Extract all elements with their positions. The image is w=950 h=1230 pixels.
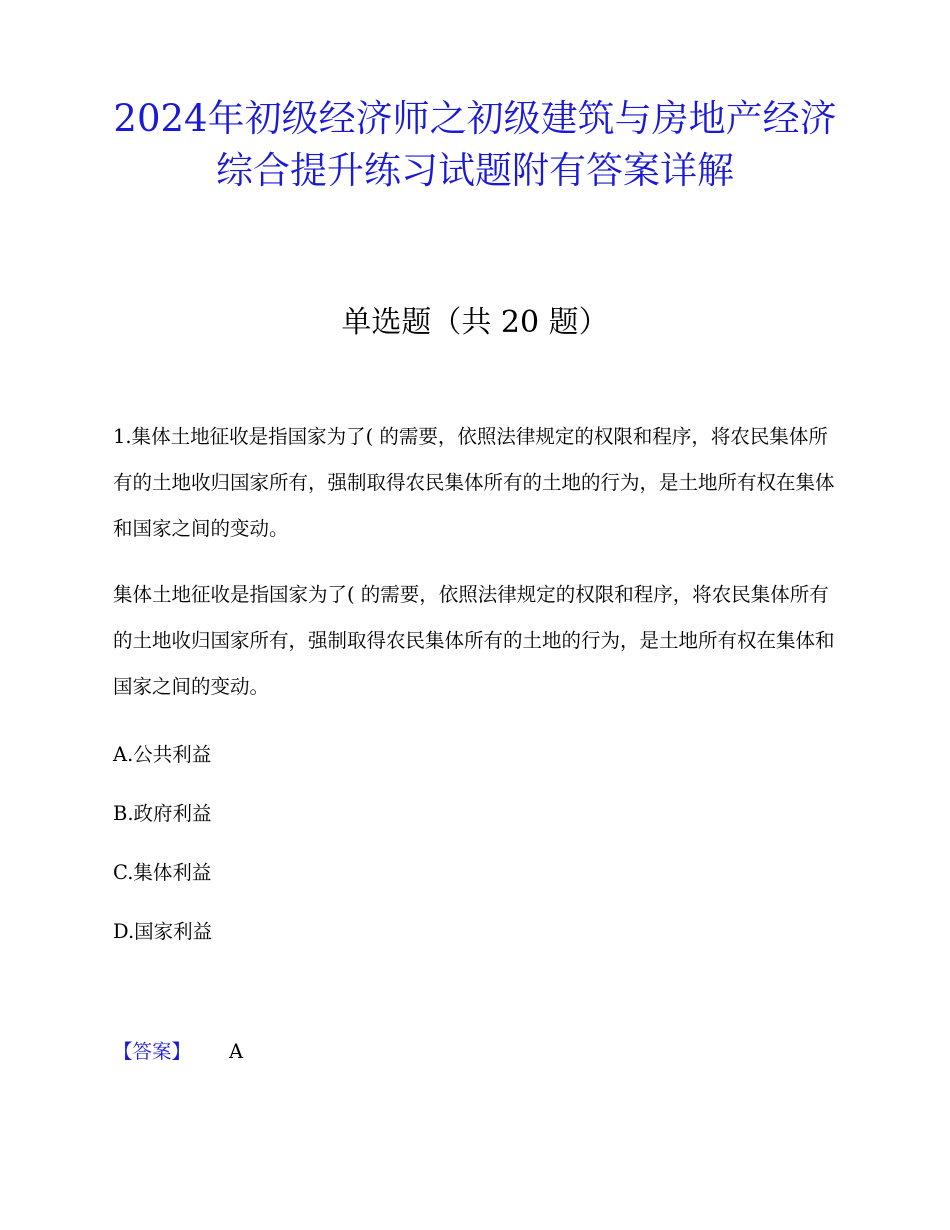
option-d: D.国家利益	[113, 920, 213, 943]
answer-label: 【答案】	[113, 1040, 192, 1063]
option-a: A.公共利益	[113, 743, 212, 766]
question-text-repeat: 集体土地征收是指国家为了( 的需要，依照法律规定的权限和程序，将农民集体所有的土地收归国家所有，强制取得农民集体所有的土地的行为，是土地所有权在集体和国家之间的变动。	[113, 583, 835, 698]
option-c: C.集体利益	[113, 861, 212, 884]
option-b: B.政府利益	[113, 802, 212, 825]
section-heading: 单选题（共 20 题）	[341, 305, 609, 340]
answer-line	[113, 1037, 243, 1067]
answer-value: A	[229, 1040, 244, 1063]
document-title: 2024年初级经济师之初级建筑与房地产经济综合提升练习试题附有答案详解	[113, 97, 837, 192]
question-text: 1.集体土地征收是指国家为了( 的需要，依照法律规定的权限和程序，将农民集体所有的土地收归国家所有，强制取得农民集体所有的土地的行为，是土地所有权在集体和国家之间的变动。	[113, 425, 835, 540]
